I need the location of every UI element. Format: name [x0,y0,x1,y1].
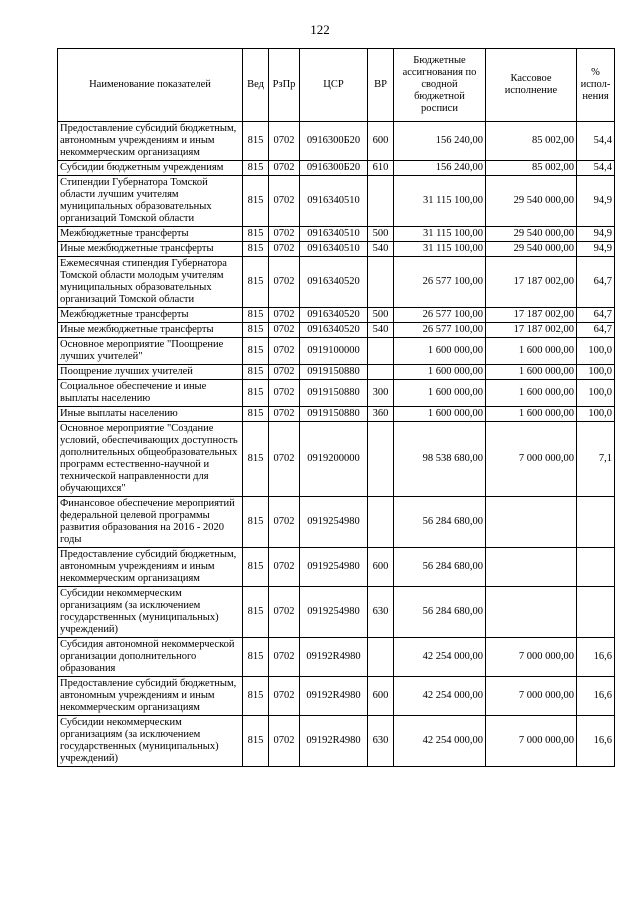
cell-csr: 0916340520 [300,323,368,338]
cell-csr: 09192R4980 [300,677,368,716]
cell-cash: 29 540 000,00 [486,227,577,242]
cell-assignments: 26 577 100,00 [394,308,486,323]
cell-csr: 0919254980 [300,497,368,548]
table-row [58,548,615,587]
cell-cash: 1 600 000,00 [486,407,577,422]
cell-vr: 630 [368,716,394,767]
cell-cash: 7 000 000,00 [486,677,577,716]
cell-name: Предоставление субсидий бюджетным, автономным учреждениям и иным некоммерческим организациям [58,677,243,716]
table-row [58,122,615,161]
cell-assignments: 31 115 100,00 [394,227,486,242]
cell-ved: 815 [243,161,269,176]
cell-cash: 7 000 000,00 [486,638,577,677]
cell-vr [368,257,394,308]
cell-percent: 94,9 [577,242,615,257]
cell-ved: 815 [243,380,269,407]
cell-name: Субсидии некоммерческим организациям (за исключением государственных (муниципальных) учреждений) [58,716,243,767]
cell-csr: 09192R4980 [300,716,368,767]
cell-vr [368,638,394,677]
cell-rzpr: 0702 [269,365,300,380]
cell-name: Ежемесячная стипендия Губернатора Томской области молодым учителям муниципальных образовательных организаций Томской области [58,257,243,308]
cell-ved: 815 [243,323,269,338]
cell-cash: 17 187 002,00 [486,323,577,338]
cell-percent: 16,6 [577,638,615,677]
table-row [58,242,615,257]
cell-cash: 1 600 000,00 [486,338,577,365]
table-row [58,638,615,677]
cell-csr: 09192R4980 [300,638,368,677]
cell-csr: 0916300Б20 [300,161,368,176]
cell-rzpr: 0702 [269,308,300,323]
cell-name: Основное мероприятие "Создание условий, обеспечивающих доступность дополнительных общеобразовательных программ естественно-научной и технической направленности для обучающихся" [58,422,243,497]
cell-rzpr: 0702 [269,338,300,365]
cell-cash: 1 600 000,00 [486,380,577,407]
cell-rzpr: 0702 [269,548,300,587]
cell-percent [577,497,615,548]
header-name: Наименование показателей [58,49,243,122]
cell-assignments: 98 538 680,00 [394,422,486,497]
cell-ved: 815 [243,497,269,548]
cell-assignments: 156 240,00 [394,122,486,161]
cell-percent: 64,7 [577,323,615,338]
cell-cash [486,497,577,548]
cell-percent: 94,9 [577,176,615,227]
cell-ved: 815 [243,257,269,308]
cell-percent [577,587,615,638]
cell-vr [368,365,394,380]
cell-percent: 94,9 [577,227,615,242]
cell-ved: 815 [243,716,269,767]
table-row [58,257,615,308]
cell-name: Иные межбюджетные трансферты [58,323,243,338]
table-row [58,161,615,176]
cell-csr: 0919254980 [300,587,368,638]
cell-ved: 815 [243,548,269,587]
cell-assignments: 56 284 680,00 [394,497,486,548]
cell-rzpr: 0702 [269,380,300,407]
cell-rzpr: 0702 [269,323,300,338]
cell-rzpr: 0702 [269,497,300,548]
cell-assignments: 31 115 100,00 [394,176,486,227]
cell-percent: 100,0 [577,407,615,422]
cell-rzpr: 0702 [269,227,300,242]
cell-ved: 815 [243,176,269,227]
cell-vr: 500 [368,227,394,242]
cell-rzpr: 0702 [269,257,300,308]
cell-name: Стипендии Губернатора Томской области лучшим учителям муниципальных образовательных организаций Томской области [58,176,243,227]
cell-rzpr: 0702 [269,407,300,422]
cell-name: Иные выплаты населению [58,407,243,422]
cell-csr: 0919100000 [300,338,368,365]
cell-percent: 54,4 [577,122,615,161]
cell-csr: 0916340520 [300,308,368,323]
cell-percent: 16,6 [577,677,615,716]
cell-rzpr: 0702 [269,587,300,638]
table-row [58,497,615,548]
cell-name: Поощрение лучших учителей [58,365,243,380]
cell-csr: 0916340510 [300,227,368,242]
budget-execution-table [57,48,615,767]
cell-ved: 815 [243,587,269,638]
cell-name: Предоставление субсидий бюджетным, автономным учреждениям и иным некоммерческим организациям [58,122,243,161]
cell-cash: 7 000 000,00 [486,716,577,767]
cell-cash: 85 002,00 [486,122,577,161]
cell-vr [368,176,394,227]
cell-csr: 0916340510 [300,176,368,227]
cell-assignments: 56 284 680,00 [394,548,486,587]
cell-ved: 815 [243,638,269,677]
cell-cash: 17 187 002,00 [486,257,577,308]
cell-vr: 360 [368,407,394,422]
table-row [58,380,615,407]
cell-percent: 100,0 [577,365,615,380]
cell-rzpr: 0702 [269,638,300,677]
cell-name: Иные межбюджетные трансферты [58,242,243,257]
cell-ved: 815 [243,242,269,257]
cell-rzpr: 0702 [269,122,300,161]
header-percent: % испол-нения [577,49,615,122]
cell-vr [368,497,394,548]
cell-ved: 815 [243,365,269,380]
cell-cash [486,548,577,587]
cell-name: Субсидии бюджетным учреждениям [58,161,243,176]
cell-cash: 17 187 002,00 [486,308,577,323]
cell-vr: 630 [368,587,394,638]
cell-name: Финансовое обеспечение мероприятий федеральной целевой программы развития образования на 2016 - 2020 годы [58,497,243,548]
cell-percent: 54,4 [577,161,615,176]
cell-assignments: 56 284 680,00 [394,587,486,638]
cell-assignments: 26 577 100,00 [394,323,486,338]
cell-vr: 610 [368,161,394,176]
cell-assignments: 42 254 000,00 [394,716,486,767]
table-row [58,677,615,716]
cell-ved: 815 [243,122,269,161]
cell-assignments: 31 115 100,00 [394,242,486,257]
cell-csr: 0916340510 [300,242,368,257]
cell-name: Субсидии некоммерческим организациям (за исключением государственных (муниципальных) учреждений) [58,587,243,638]
cell-csr: 0919150880 [300,365,368,380]
cell-assignments: 26 577 100,00 [394,257,486,308]
cell-cash: 29 540 000,00 [486,176,577,227]
table-row [58,227,615,242]
cell-cash: 29 540 000,00 [486,242,577,257]
cell-rzpr: 0702 [269,161,300,176]
cell-cash [486,587,577,638]
cell-ved: 815 [243,407,269,422]
table-row [58,338,615,365]
cell-percent: 100,0 [577,380,615,407]
cell-assignments: 1 600 000,00 [394,338,486,365]
cell-csr: 0919254980 [300,548,368,587]
cell-rzpr: 0702 [269,716,300,767]
cell-percent: 100,0 [577,338,615,365]
cell-vr: 600 [368,548,394,587]
cell-percent: 64,7 [577,257,615,308]
cell-assignments: 156 240,00 [394,161,486,176]
table-row [58,176,615,227]
header-rzpr: РзПр [269,49,300,122]
cell-vr: 600 [368,122,394,161]
cell-assignments: 1 600 000,00 [394,407,486,422]
table-row [58,308,615,323]
table-row [58,407,615,422]
cell-rzpr: 0702 [269,677,300,716]
cell-vr: 540 [368,242,394,257]
cell-percent: 16,6 [577,716,615,767]
header-vr: ВР [368,49,394,122]
cell-vr: 500 [368,308,394,323]
header-ved: Вед [243,49,269,122]
cell-rzpr: 0702 [269,242,300,257]
header-assignments: Бюджетные ассигнования по сводной бюджетной росписи [394,49,486,122]
cell-vr: 600 [368,677,394,716]
cell-name: Предоставление субсидий бюджетным, автономным учреждениям и иным некоммерческим организациям [58,548,243,587]
cell-name: Межбюджетные трансферты [58,308,243,323]
cell-name: Субсидия автономной некоммерческой организации дополнительного образования [58,638,243,677]
cell-ved: 815 [243,422,269,497]
cell-csr: 0916300Б20 [300,122,368,161]
table-row [58,716,615,767]
cell-csr: 0916340520 [300,257,368,308]
cell-assignments: 42 254 000,00 [394,638,486,677]
table-row [58,587,615,638]
cell-ved: 815 [243,677,269,716]
cell-csr: 0919200000 [300,422,368,497]
cell-assignments: 1 600 000,00 [394,365,486,380]
table-row [58,323,615,338]
cell-name: Основное мероприятие "Поощрение лучших учителей" [58,338,243,365]
table-header-row [58,49,615,122]
cell-assignments: 42 254 000,00 [394,677,486,716]
cell-percent [577,548,615,587]
cell-assignments: 1 600 000,00 [394,380,486,407]
cell-name: Межбюджетные трансферты [58,227,243,242]
cell-ved: 815 [243,338,269,365]
cell-cash: 7 000 000,00 [486,422,577,497]
cell-vr [368,422,394,497]
cell-rzpr: 0702 [269,176,300,227]
cell-rzpr: 0702 [269,422,300,497]
table-row [58,422,615,497]
table-row [58,365,615,380]
cell-vr [368,338,394,365]
cell-vr: 300 [368,380,394,407]
header-cash: Кассовое исполнение [486,49,577,122]
table-body [58,122,615,767]
cell-csr: 0919150880 [300,380,368,407]
cell-percent: 64,7 [577,308,615,323]
cell-ved: 815 [243,308,269,323]
header-csr: ЦСР [300,49,368,122]
cell-cash: 85 002,00 [486,161,577,176]
cell-cash: 1 600 000,00 [486,365,577,380]
cell-csr: 0919150880 [300,407,368,422]
cell-percent: 7,1 [577,422,615,497]
cell-ved: 815 [243,227,269,242]
cell-name: Социальное обеспечение и иные выплаты населению [58,380,243,407]
cell-vr: 540 [368,323,394,338]
page-number: 122 [310,22,330,37]
